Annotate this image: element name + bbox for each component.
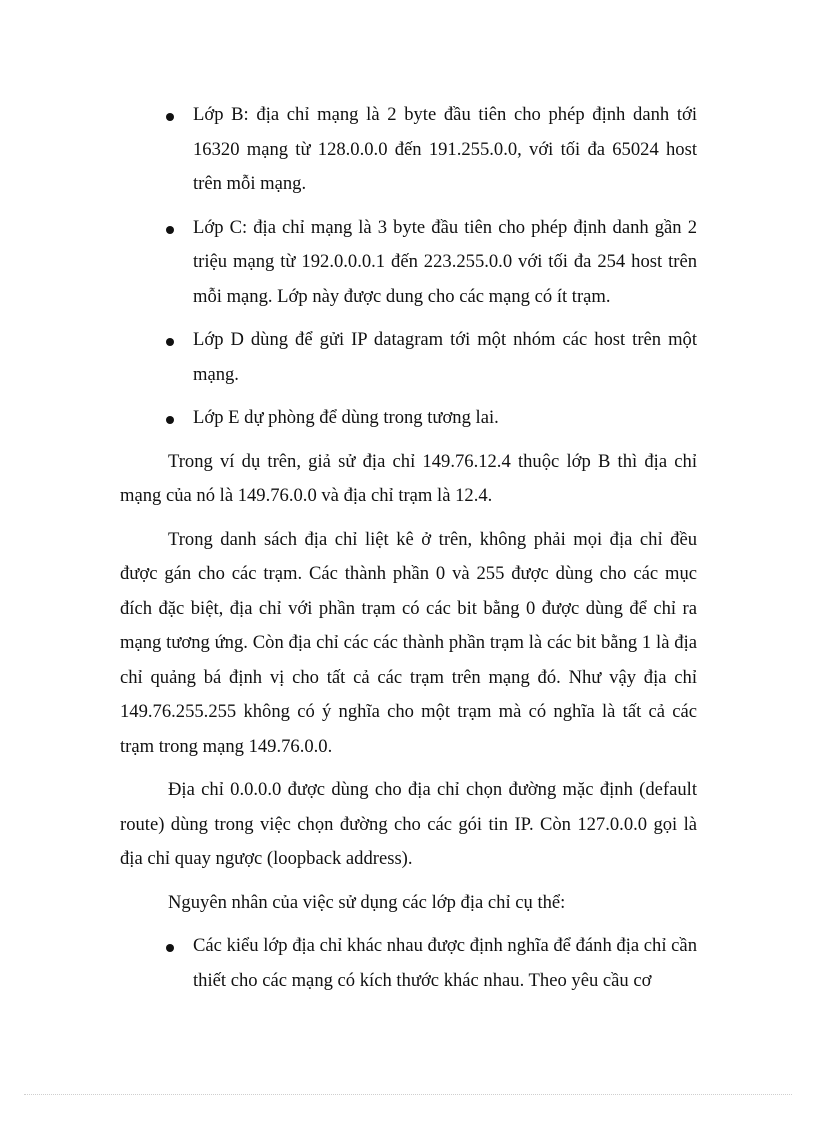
list-item-text: Các kiểu lớp địa chỉ khác nhau được định nghĩa để đánh địa chỉ cần thiết cho các mạng có kích thước khác nhau. Theo yêu cầu cơ — [193, 935, 697, 991]
paragraph-default-route: Địa chỉ 0.0.0.0 được dùng cho địa chỉ chọn đường mặc định (default route) dùng trong việc chọn đường cho các gói tin IP. Còn 127.0.0.0 gọi là địa chỉ quay ngược (loopback address). — [120, 779, 697, 869]
page-body — [120, 98, 697, 1007]
list-item-class-d — [120, 323, 697, 392]
bullet-dot-icon — [166, 416, 174, 424]
list-item-text: Lớp C: địa chỉ mạng là 3 byte đầu tiên cho phép định danh gần 2 triệu mạng từ 192.0.0.0.1 đến 223.255.0.0 với tối đa 254 host trên mỗi mạng. Lớp này được dung cho các mạng có ít trạm. — [193, 216, 697, 307]
list-item-class-e — [120, 401, 697, 436]
list-item-reason — [120, 929, 697, 998]
footer-divider — [24, 1094, 792, 1095]
list-item-class-c — [120, 211, 697, 315]
paragraph-reasons-intro: Nguyên nhân của việc sử dụng các lớp địa chỉ cụ thể: — [168, 891, 566, 913]
bullet-dot-icon — [166, 113, 174, 121]
bullet-dot-icon — [166, 226, 174, 234]
address-class-list — [120, 98, 697, 436]
bullet-dot-icon — [166, 944, 174, 952]
paragraph-example: Trong ví dụ trên, giả sử địa chỉ 149.76.12.4 thuộc lớp B thì địa chỉ mạng của nó là 149.76.0.0 và địa chỉ trạm là 12.4. — [120, 450, 697, 506]
list-item-text: Lớp D dùng để gửi IP datagram tới một nhóm các host trên một mạng. — [193, 329, 697, 385]
list-item-text: Lớp B: địa chỉ mạng là 2 byte đầu tiên cho phép định danh tới 16320 mạng từ 128.0.0.0 đến 191.255.0.0, với tối đa 65024 host trên mỗi mạng. — [193, 104, 697, 194]
paragraph-special-addresses: Trong danh sách địa chỉ liệt kê ở trên, không phải mọi địa chỉ đều được gán cho các trạm. Các thành phần 0 và 255 được dùng cho các mục đích đặc biệt, địa chỉ với phần trạm có các bit bằng 0 được dùng để chỉ ra mạng tương ứng. Còn địa chỉ các các thành phần trạm là các bit bằng 1 là địa chỉ quảng bá định vị cho tất cả các trạm trên mạng đó. Như vậy địa chỉ 149.76.255.255 không có ý nghĩa cho một trạm mà có nghĩa là tất cả các trạm trong mạng 149.76.0.0. — [120, 528, 697, 757]
list-item-text: Lớp E dự phòng để dùng trong tương lai. — [193, 407, 499, 428]
bullet-dot-icon — [166, 338, 174, 346]
reasons-list — [120, 929, 697, 998]
list-item-class-b — [120, 98, 697, 202]
